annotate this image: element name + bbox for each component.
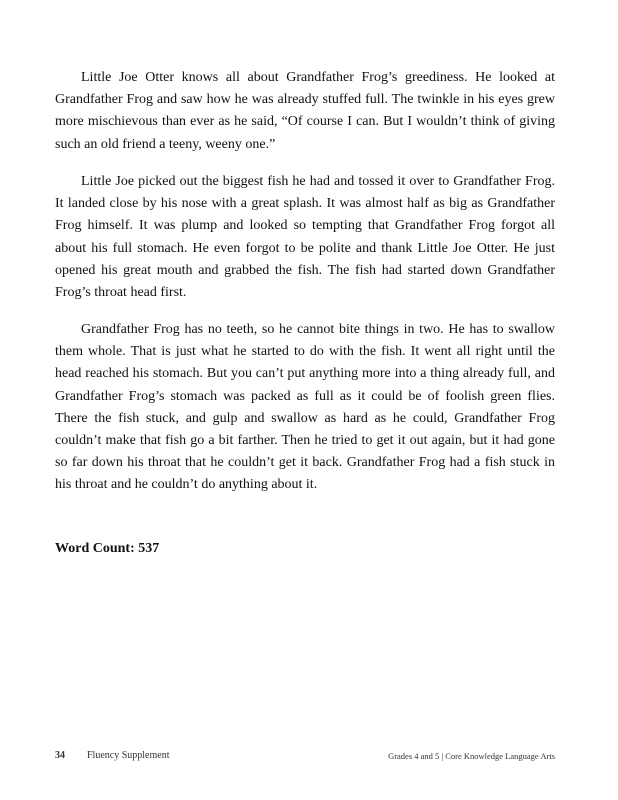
paragraph-3: Grandfather Frog has no teeth, so he cannot bite things in two. He has to swallow them whole. That is just what he started to do with the fish. It went all right until the head reached his stomach. But you can’t put anything more into a thing already full, and Grandfather Frog’s stomach was packed as full as it could be of foolish green flies. There the fish stuck, and gulp and swallow as hard as he could, Grandfather Frog couldn’t make that fish go a bit farther. Then he tried to get it out again, but it had gone so far down his throat that he couldn’t get it back. Grandfather Frog had a fish stuck in his throat and he couldn’t do anything about it. xyxy=(55,322,555,493)
page-footer xyxy=(55,750,555,764)
paragraph-1: Little Joe Otter knows all about Grandfather Frog’s greediness. He looked at Grandfather Frog and saw how he was already stuffed full. The twinkle in his eyes grew more mischievous than ever as he said, “Of course I can. But I wouldn’t think of giving such an old friend a teeny, weeny one.” xyxy=(55,70,555,152)
paragraph-2: Little Joe picked out the biggest fish he had and tossed it over to Grandfather Frog. It landed close by his nose with a great splash. It was almost half as big as Grandfather Frog himself. It was plump and looked so tempting that Grandfather Frog forgot all about his full stomach. He even forgot to be polite and thank Little Joe Otter. He just opened his great mouth and grabbed the fish. The fish had started down Grandfather Frog’s throat head first. xyxy=(55,174,555,301)
footer-title: Fluency Supplement xyxy=(87,750,170,761)
word-count: Word Count: 537 xyxy=(55,541,160,556)
page-number: 34 xyxy=(55,750,65,761)
footer-series: Grades 4 and 5 | Core Knowledge Language Arts xyxy=(388,751,555,761)
